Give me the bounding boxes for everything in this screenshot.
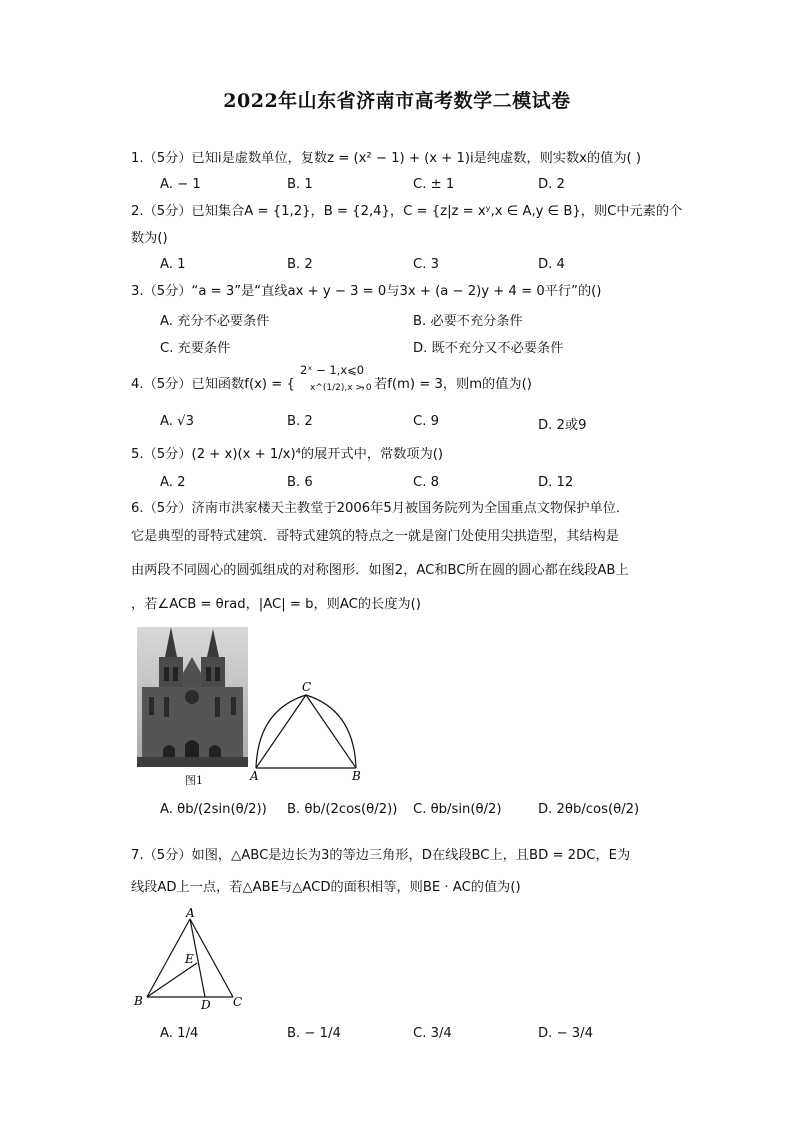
option-b[interactable]: B. − 1/4: [287, 1026, 341, 1041]
option-a[interactable]: A. θb/(2sin(θ/2)): [160, 802, 267, 817]
question-text: (2 + x)(x + 1/x)⁴的展开式中，常数项为(): [191, 447, 444, 462]
label-e: E: [185, 952, 194, 966]
question-number: 1.（5分）: [131, 151, 192, 166]
question-number: 4.（5分）: [131, 377, 192, 392]
options-6: [0, 802, 794, 822]
question-7-line2: 线段AD上一点，若△ABE与△ACD的面积相等，则BE · AC的值为(): [131, 880, 521, 895]
question-text: ，若f(m) = 3，则m的值为(): [360, 377, 532, 392]
label-a: A: [186, 906, 195, 920]
question-text: 数为(): [131, 231, 168, 246]
options-3b: [0, 337, 794, 357]
question-text: 济南市洪家楼天主教堂于2006年5月被国务院列为全国重点文物保护单位．: [191, 501, 630, 516]
question-text: 已知集合A = {1,2}，B = {2,4}，C = {z|z = xʸ,x ∈ A,y ∈ B}，则C中元素的个: [191, 204, 683, 219]
question-text: “a = 3”是“直线ax + y − 3 = 0与3x + (a − 2)y + 4 = 0平行”的(): [191, 284, 602, 299]
page-title: 2022年山东省济南市高考数学二模试卷: [223, 90, 571, 112]
question-6-line3: 由两段不同圆心的圆弧组成的对称图形．如图2，AC和BC所在圆的圆心都在线段AB上: [131, 563, 629, 578]
option-d[interactable]: D. − 3/4: [538, 1026, 594, 1041]
option-c[interactable]: C. 9: [413, 414, 439, 429]
options-3a: [0, 310, 794, 330]
figure-1-caption: 图1: [185, 774, 203, 787]
option-b[interactable]: B. 必要不充分条件: [413, 314, 523, 329]
options-1: [0, 177, 794, 197]
option-c[interactable]: C. 充要条件: [160, 341, 231, 356]
question-6: [131, 500, 629, 518]
options-2: [0, 257, 794, 277]
option-c[interactable]: C. 8: [413, 475, 439, 490]
question-text: 如图，△ABC是边长为3的等边三角形，D在线段BC上，且BD = 2DC，E为: [191, 848, 631, 863]
piecewise-bottom: x^(1/2),x > 0: [310, 383, 372, 393]
option-a[interactable]: A. 2: [160, 475, 186, 490]
question-number: 5.（5分）: [131, 447, 192, 462]
label-c: C: [302, 680, 312, 694]
option-a[interactable]: A. − 1: [160, 177, 201, 192]
question-7: [131, 847, 630, 865]
question-text: 已知i是虚数单位，复数z = (x² − 1) + (x + 1)i是纯虚数，则实数x的值为( ): [191, 151, 642, 166]
option-a[interactable]: A. 1/4: [160, 1026, 199, 1041]
option-a[interactable]: A. 1: [160, 257, 186, 272]
option-d[interactable]: D. 4: [538, 257, 565, 272]
option-b[interactable]: B. 2: [287, 414, 313, 429]
label-c: C: [233, 995, 243, 1009]
label-b: B: [134, 994, 143, 1008]
question-text: 已知函数f(x) = {: [191, 377, 295, 392]
option-b[interactable]: B. 2: [287, 257, 313, 272]
option-d[interactable]: D. 2或9: [538, 418, 587, 433]
options-5: [0, 475, 794, 495]
question-2-cont: [131, 230, 168, 248]
question-2: [131, 203, 682, 221]
question-number: 2.（5分）: [131, 204, 192, 219]
option-b[interactable]: B. θb/(2cos(θ/2)): [287, 802, 398, 817]
options-7: [0, 1026, 794, 1046]
options-4: [0, 414, 794, 434]
question-number: 7.（5分）: [131, 848, 192, 863]
option-b[interactable]: B. 6: [287, 475, 313, 490]
option-a[interactable]: A. 充分不必要条件: [160, 314, 270, 329]
triangle-diagram: [130, 905, 255, 1013]
label-d: D: [201, 998, 211, 1012]
option-d[interactable]: D. 12: [538, 475, 574, 490]
option-a[interactable]: A. √3: [160, 414, 194, 429]
question-1: [131, 150, 641, 168]
arch-diagram: [248, 680, 368, 784]
option-b[interactable]: B. 1: [287, 177, 313, 192]
option-c[interactable]: C. ± 1: [413, 177, 455, 192]
label-b: B: [352, 769, 361, 783]
option-d[interactable]: D. 2: [538, 177, 565, 192]
question-number: 6.（5分）: [131, 501, 192, 516]
question-6-line2: 它是典型的哥特式建筑．哥特式建筑的特点之一就是窗门处使用尖拱造型，其结构是: [131, 529, 619, 544]
option-c[interactable]: C. 3: [413, 257, 439, 272]
piecewise-top: 2ˣ − 1,x⩽0: [300, 363, 365, 377]
option-d[interactable]: D. 2θb/cos(θ/2): [538, 802, 640, 817]
option-c[interactable]: C. θb/sin(θ/2): [413, 802, 502, 817]
cathedral-photo: [137, 627, 248, 767]
option-d[interactable]: D. 既不充分又不必要条件: [413, 341, 564, 356]
option-c[interactable]: C. 3/4: [413, 1026, 452, 1041]
question-number: 3.（5分）: [131, 284, 192, 299]
question-3: [131, 283, 601, 301]
label-a: A: [250, 769, 259, 783]
question-6-line4: ，若∠ACB = θrad，|AC| = b，则AC的长度为(): [131, 597, 421, 612]
question-5: [131, 446, 443, 464]
